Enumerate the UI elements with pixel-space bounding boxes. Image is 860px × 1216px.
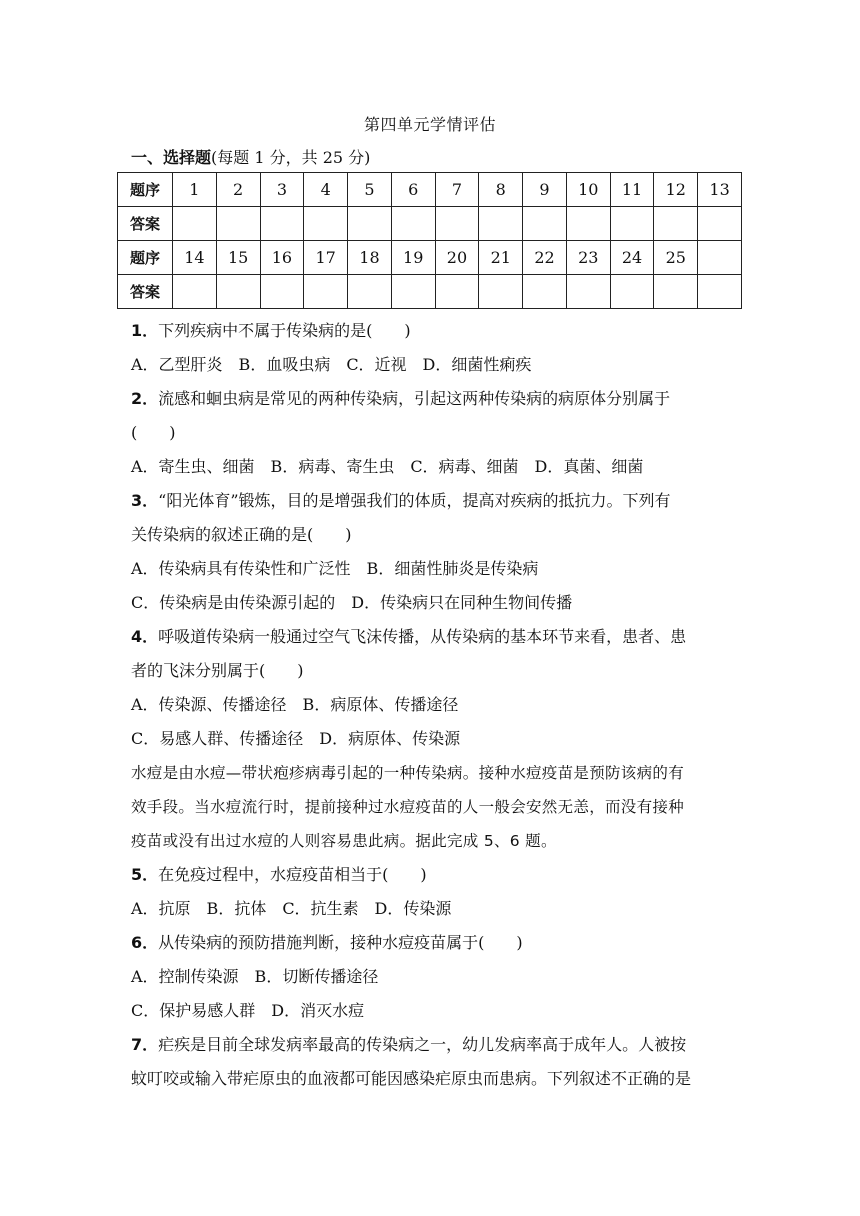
question-number: 6． xyxy=(131,933,159,952)
page-title: 第四单元学情评估 xyxy=(363,115,496,134)
question-line: A．乙型肝炎 B．血吸虫病 C．近视 D．细菌性痢疾 xyxy=(131,355,532,374)
answer-cell xyxy=(304,275,348,309)
section-title: 一、选择题 xyxy=(131,148,212,167)
question-number-cell: 25 xyxy=(654,241,698,275)
question-text: 下列疾病中不属于传染病的是( ) xyxy=(158,321,411,340)
answer-cell xyxy=(216,207,260,241)
question-text: 呼吸道传染病一般通过空气飞沫传播，从传染病的基本环节来看，患者、患 xyxy=(158,627,687,646)
question-line: A．抗原 B．抗体 C．抗生素 D．传染源 xyxy=(131,899,452,918)
question-line: 者的飞沫分别属于( ) xyxy=(131,661,304,680)
question-number-cell: 5 xyxy=(348,173,392,207)
question-stem xyxy=(131,620,736,654)
question-number-cell: 2 xyxy=(216,173,260,207)
answer-cell xyxy=(698,207,742,241)
question-stem xyxy=(131,314,736,348)
answer-cell xyxy=(479,207,523,241)
answer-cell xyxy=(435,275,479,309)
answer-cell xyxy=(391,207,435,241)
question-number: 5． xyxy=(131,865,159,884)
question-number-cell: 19 xyxy=(391,241,435,275)
question-stem xyxy=(131,382,736,416)
question-number: 1． xyxy=(131,321,159,340)
answer-cell xyxy=(348,275,392,309)
question-text: 从传染病的预防措施判断，接种水痘疫苗属于( ) xyxy=(158,933,523,952)
answer-cell xyxy=(435,207,479,241)
question-text: 流感和蛔虫病是常见的两种传染病，引起这两种传染病的病原体分别属于 xyxy=(158,389,671,408)
question-number-cell: 15 xyxy=(216,241,260,275)
answer-cell xyxy=(348,207,392,241)
question-line: ( ) xyxy=(131,423,176,442)
answer-cell xyxy=(610,275,654,309)
question-stem xyxy=(131,926,736,960)
answer-cell xyxy=(260,275,304,309)
question-line: C．保护易感人群 D．消灭水痘 xyxy=(131,1001,365,1020)
question-line: 蚊叮咬或输入带疟原虫的血液都可能因感染疟原虫而患病。下列叙述不正确的是 xyxy=(131,1069,692,1088)
question-number-cell: 4 xyxy=(304,173,348,207)
question-number-cell xyxy=(698,241,742,275)
question-line: 关传染病的叙述正确的是( ) xyxy=(131,525,352,544)
answer-cell xyxy=(566,207,610,241)
answer-cell xyxy=(304,207,348,241)
answer-cell xyxy=(523,275,567,309)
reading-passage-line: 疫苗或没有出过水痘的人则容易患此病。据此完成 5、6 题。 xyxy=(131,832,557,850)
question-number-cell: 3 xyxy=(260,173,304,207)
question-number-cell: 20 xyxy=(435,241,479,275)
question-line: A．传染病具有传染性和广泛性 B．细菌性肺炎是传染病 xyxy=(131,559,539,578)
question-number: 4． xyxy=(131,627,159,646)
answer-cell xyxy=(610,207,654,241)
answer-table xyxy=(117,172,742,309)
row-header: 答案 xyxy=(118,275,173,309)
question-line: A．寄生虫、细菌 B．病毒、寄生虫 C．病毒、细菌 D．真菌、细菌 xyxy=(131,457,644,476)
question-number: 3． xyxy=(131,491,159,510)
table-row xyxy=(118,275,742,309)
question-text: 疟疾是目前全球发病率最高的传染病之一，幼儿发病率高于成年人。人被按 xyxy=(158,1035,687,1054)
row-header: 题序 xyxy=(118,241,173,275)
question-number: 7． xyxy=(131,1035,159,1054)
question-number-cell: 16 xyxy=(260,241,304,275)
question-stem xyxy=(131,858,736,892)
question-number-cell: 22 xyxy=(523,241,567,275)
reading-passage-line: 水痘是由水痘—带状疱疹病毒引起的一种传染病。接种水痘疫苗是预防该病的有 xyxy=(131,764,685,782)
question-stem xyxy=(131,1028,736,1062)
answer-cell xyxy=(654,275,698,309)
question-line: C．易感人群、传播途径 D．病原体、传染源 xyxy=(131,729,461,748)
question-number-cell: 23 xyxy=(566,241,610,275)
question-number-cell: 10 xyxy=(566,173,610,207)
question-number-cell: 9 xyxy=(523,173,567,207)
question-number: 2． xyxy=(131,389,159,408)
question-number-cell: 7 xyxy=(435,173,479,207)
question-number-cell: 1 xyxy=(173,173,217,207)
question-list xyxy=(131,314,736,1096)
row-header: 答案 xyxy=(118,207,173,241)
answer-cell xyxy=(260,207,304,241)
table-row xyxy=(118,173,742,207)
question-line: C．传染病是由传染源引起的 D．传染病只在同种生物间传播 xyxy=(131,593,573,612)
question-number-cell: 12 xyxy=(654,173,698,207)
question-number-cell: 11 xyxy=(610,173,654,207)
answer-cell xyxy=(479,275,523,309)
answer-cell xyxy=(698,275,742,309)
question-number-cell: 21 xyxy=(479,241,523,275)
question-number-cell: 8 xyxy=(479,173,523,207)
question-stem xyxy=(131,484,736,518)
section-note: (每题 1 分，共 25 分) xyxy=(211,148,371,167)
table-row xyxy=(118,241,742,275)
table-row xyxy=(118,207,742,241)
row-header: 题序 xyxy=(118,173,173,207)
question-text: 在免疫过程中，水痘疫苗相当于( ) xyxy=(158,865,427,884)
answer-cell xyxy=(173,275,217,309)
question-number-cell: 18 xyxy=(348,241,392,275)
answer-cell xyxy=(654,207,698,241)
question-number-cell: 13 xyxy=(698,173,742,207)
question-number-cell: 17 xyxy=(304,241,348,275)
answer-cell xyxy=(566,275,610,309)
answer-cell xyxy=(391,275,435,309)
answer-cell xyxy=(216,275,260,309)
question-text: “阳光体育”锻炼，目的是增强我们的体质，提高对疾病的抵抗力。下列有 xyxy=(158,491,671,510)
question-number-cell: 24 xyxy=(610,241,654,275)
reading-passage-line: 效手段。当水痘流行时，提前接种过水痘疫苗的人一般会安然无恙，而没有接种 xyxy=(131,798,685,816)
question-line: A．传染源、传播途径 B．病原体、传播途径 xyxy=(131,695,459,714)
question-number-cell: 6 xyxy=(391,173,435,207)
answer-cell xyxy=(173,207,217,241)
question-line: A．控制传染源 B．切断传播途径 xyxy=(131,967,379,986)
answer-cell xyxy=(523,207,567,241)
question-number-cell: 14 xyxy=(173,241,217,275)
section-heading xyxy=(131,145,370,168)
